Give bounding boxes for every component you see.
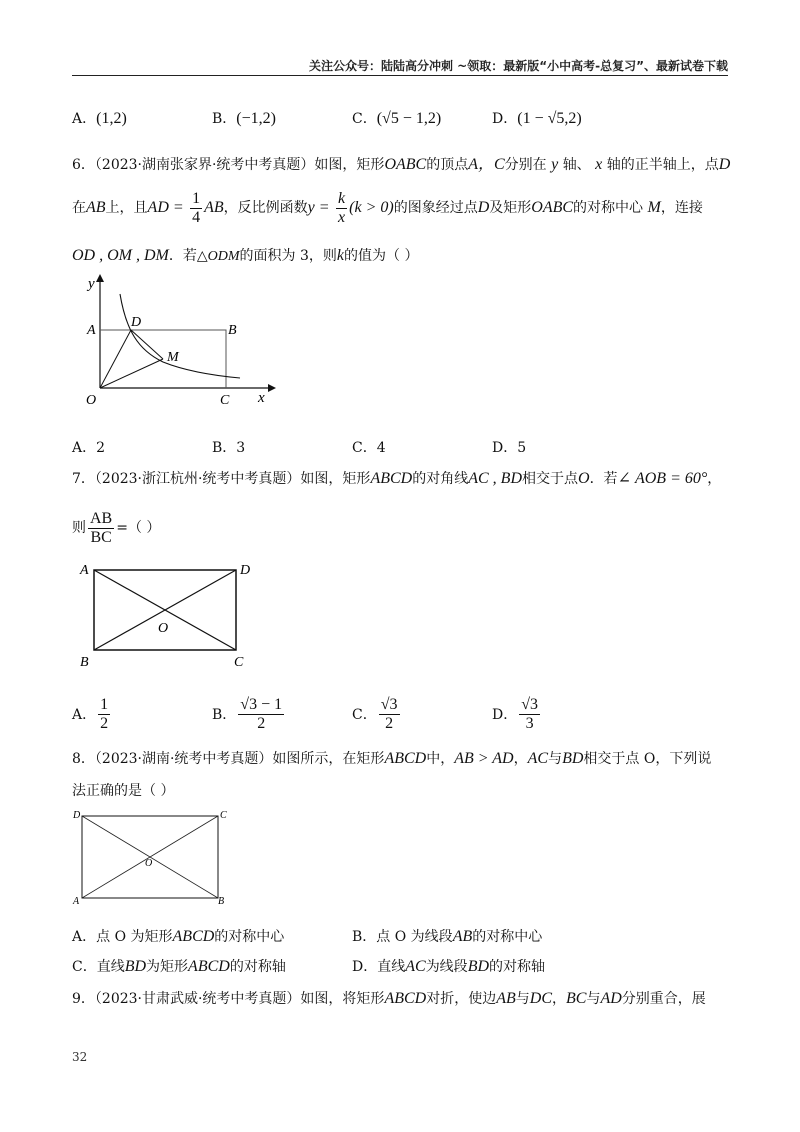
q6-fig-label-y: y <box>88 276 95 292</box>
q7-fig-label-a: A <box>80 563 89 578</box>
q8-figure <box>70 806 240 910</box>
q8-option-a: A．点 O 为矩形ABCD的对称中心 <box>72 928 285 945</box>
q6-stem-line3: OD , OM , DM．若△ODM的面积为 3，则k的值为（ ） <box>72 247 419 264</box>
q6-fig-label-d: D <box>131 315 142 330</box>
q6-option-b: B．3 <box>212 440 246 456</box>
q8-fig-label-o: O <box>145 858 153 869</box>
q8-option-c: C．直线BD为矩形ABCD的对称轴 <box>72 958 286 975</box>
page-number: 32 <box>72 1050 88 1064</box>
q6-option-c: C．4 <box>352 440 386 456</box>
header-rule <box>72 75 728 76</box>
q6-fig-label-m: M <box>167 350 179 365</box>
q6-fig-label-a: A <box>87 323 96 338</box>
q5-option-a: A．(1,2) <box>72 110 127 127</box>
q5-option-b: B．(−1,2) <box>212 110 276 127</box>
q6-fig-label-c: C <box>220 393 230 408</box>
q8-option-b: B．点 O 为线段AB的对称中心 <box>352 928 543 945</box>
page-header: 关注公众号：陆陆高分冲刺 ~领取：最新版“小中高考-总复习”、最新试卷下载 <box>309 59 728 73</box>
q5-option-d: D．(1 − √5,2) <box>492 110 582 127</box>
q7-fig-label-b: B <box>80 655 89 670</box>
q7-stem-line1: 7．（2023·浙江杭州·统考中考真题）如图，矩形ABCD的对角线AC , BD相交于点O．若∠ AOB = 60°， <box>72 470 722 487</box>
q6-figure <box>68 270 288 415</box>
q9-stem-line1: 9．（2023·甘肃武威·统考中考真题）如图，将矩形ABCD对折，使边AB与DC，BC与AD分别重合，展 <box>72 990 706 1007</box>
q7-option-c: C． $\frac{√3}{2}$ <box>352 696 398 732</box>
q6-fig-label-x: x <box>258 390 265 406</box>
q8-stem-line2: 法正确的是（ ） <box>72 783 175 799</box>
q7-fraction-ab-bc: $\frac{AB}{BC}$ <box>90 510 113 546</box>
q8-stem-line1: 8．（2023·湖南·统考中考真题）如图所示，在矩形ABCD中，AB > AD，AC与BD相交于点 O，下列说 <box>72 750 712 767</box>
q7-figure <box>72 558 262 673</box>
q6-stem-line2: 在AB上，且AD = $\frac{1}{4}$ AB，反比例函数y = $\frac{k}{x}$ (k > 0)的图象经过点D及矩形OABC的对称中心 M，连接 <box>72 190 703 226</box>
q6-fig-label-b: B <box>228 323 237 338</box>
q6-option-d: D．5 <box>492 440 527 456</box>
q8-fig-label-d: D <box>73 810 81 821</box>
q5-option-c: C．(√5 − 1,2) <box>352 110 442 127</box>
q6-fraction-one-quarter: $\frac{1}{4}$ <box>192 190 201 226</box>
q7-option-a: A． $\frac{1}{2}$ <box>72 696 109 732</box>
q6-fraction-k-over-x: $\frac{k}{x}$ <box>338 190 346 226</box>
q7-fig-label-d: D <box>240 563 251 578</box>
q6-stem-line1: 6．（2023·湖南张家界·统考中考真题）如图，矩形OABC的顶点A，C分别在 y 轴、 x 轴的正半轴上，点D <box>72 156 731 173</box>
q8-fig-label-c: C <box>220 810 227 821</box>
q7-option-b: B． $\frac{√3 - 1}{2}$ <box>212 696 283 732</box>
q7-fig-label-c: C <box>234 655 244 670</box>
q6-option-a: A．2 <box>72 440 106 456</box>
q8-option-d: D．直线AC为线段BD的对称轴 <box>352 958 546 975</box>
q8-fig-label-b: B <box>218 896 225 907</box>
q6-fig-label-o: O <box>86 393 97 408</box>
q7-fig-label-o: O <box>158 621 169 636</box>
q7-stem-line2: 则 $\frac{AB}{BC}$ =（ ） <box>72 510 161 546</box>
q8-fig-label-a: A <box>73 896 80 907</box>
q7-option-d: D． $\frac{√3}{3}$ <box>492 696 539 732</box>
